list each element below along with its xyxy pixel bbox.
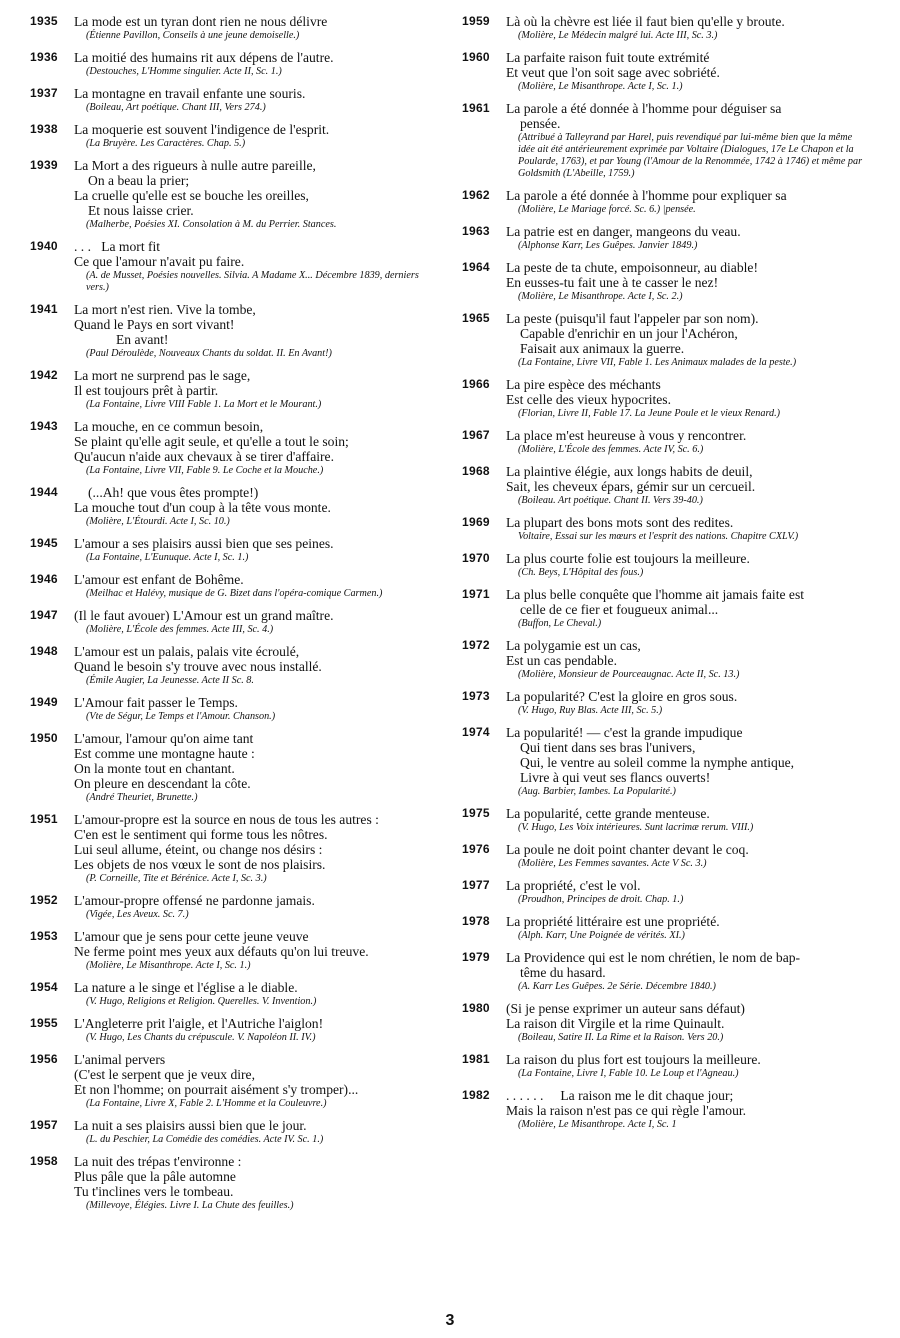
quote-source: (Boileau, Art poétique. Chant III, Vers 274.) [86, 102, 266, 113]
quote-number: 1940 [30, 239, 58, 253]
quote-entry [30, 812, 440, 885]
quote-number: 1955 [30, 1016, 58, 1030]
quote-number: 1947 [30, 608, 58, 622]
quote-entry [30, 608, 440, 636]
quote-line: L'amour a ses plaisirs aussi bien que ses peines. [74, 536, 334, 551]
quote-entry [462, 50, 870, 93]
quote-entry [462, 1001, 870, 1044]
quote-line: La parole a été donnée à l'homme pour déguiser sa [506, 101, 782, 116]
quote-line: L'amour-propre est la source en nous de tous les autres : [74, 812, 379, 827]
quote-text [506, 806, 870, 821]
quote-source: (Malherbe, Poésies XI. Consolation à M. du Perrier. Stances. [86, 219, 337, 230]
quote-source: (Vte de Ségur, Le Temps et l'Amour. Chanson.) [86, 711, 276, 722]
quote-entry [30, 485, 440, 528]
quote-number: 1938 [30, 122, 58, 136]
quote-text [506, 689, 870, 704]
quote-entry [462, 464, 870, 507]
quote-line: Les objets de nos vœux le sont de nos plaisirs. [74, 857, 326, 872]
quote-line: pensée. [520, 116, 561, 131]
quote-entry [462, 377, 870, 420]
quote-number: 1941 [30, 302, 58, 316]
quote-source: (Boileau. Art poétique. Chant II. Vers 39-40.) [518, 495, 703, 506]
quote-number: 1965 [462, 311, 490, 325]
quote-text [74, 158, 440, 218]
quote-number: 1957 [30, 1118, 58, 1132]
quote-source: (André Theuriet, Brunette.) [86, 792, 198, 803]
quote-text [74, 485, 440, 515]
quote-text [506, 551, 870, 566]
quote-line: Capable d'enrichir en un jour l'Achéron, [520, 326, 738, 341]
quote-text [74, 14, 440, 29]
quote-source: (Aug. Barbier, Iambes. La Popularité.) [518, 786, 676, 797]
quote-line: L'amour que je sens pour cette jeune veuve [74, 929, 309, 944]
quote-entry [30, 731, 440, 804]
quote-source: (Millevoye, Élégies. Livre I. La Chute des feuilles.) [86, 1200, 294, 1211]
quote-entry [30, 14, 440, 42]
quote-line: Qui tient dans ses bras l'univers, [520, 740, 696, 755]
quote-number: 1980 [462, 1001, 490, 1015]
quote-source: (Étienne Pavillon, Conseils à une jeune demoiselle.) [86, 30, 300, 41]
quote-source: (La Fontaine, L'Eunuque. Acte I, Sc. 1.) [86, 552, 249, 563]
quote-line: L'animal pervers [74, 1052, 166, 1067]
quote-line: L'Angleterre prit l'aigle, et l'Autriche l'aiglon! [74, 1016, 324, 1031]
quote-line: Sait, les cheveux épars, gémir sur un cercueil. [506, 479, 756, 494]
quote-entry [462, 224, 870, 252]
quote-text [506, 50, 870, 80]
quote-line: Est celle des vieux hypocrites. [506, 392, 671, 407]
quote-entry [30, 1016, 440, 1044]
quote-number: 1971 [462, 587, 490, 601]
quote-line: La place m'est heureuse à vous y rencontrer. [506, 428, 747, 443]
quote-line: Faisait aux animaux la guerre. [520, 341, 685, 356]
quote-line: La plaintive élégie, aux longs habits de deuil, [506, 464, 753, 479]
quote-text [74, 1052, 440, 1097]
quote-source: (Paul Déroulède, Nouveaux Chants du soldat. II. En Avant!) [86, 348, 332, 359]
quote-line: Ce que l'amour n'avait pu faire. [74, 254, 245, 269]
quote-text [74, 980, 440, 995]
quote-entry [462, 260, 870, 303]
quote-line: La nuit a ses plaisirs aussi bien que le jour. [74, 1118, 307, 1133]
quote-text [506, 428, 870, 443]
quote-line: L'amour est un palais, palais vite écroulé, [74, 644, 300, 659]
quote-source: (V. Hugo, Ruy Blas. Acte III, Sc. 5.) [518, 705, 663, 716]
quote-number: 1939 [30, 158, 58, 172]
quote-line: La popularité, cette grande menteuse. [506, 806, 710, 821]
quote-line: tême du hasard. [520, 965, 606, 980]
quote-number: 1973 [462, 689, 490, 703]
quote-entry [30, 419, 440, 477]
quote-line: On la monte tout en chantant. [74, 761, 235, 776]
quote-text [74, 1016, 440, 1031]
quote-line: La mouche, en ce commun besoin, [74, 419, 264, 434]
quote-entry [462, 311, 870, 369]
quote-line: La plupart des bons mots sont des redites. [506, 515, 734, 530]
quote-entry [30, 695, 440, 723]
quote-line: Et nous laisse crier. [88, 203, 194, 218]
quote-line: La peste (puisqu'il faut l'appeler par son nom). [506, 311, 759, 326]
quote-number: 1954 [30, 980, 58, 994]
quote-text [506, 587, 870, 617]
quote-source: (Molière, L'Étourdi. Acte I, Sc. 10.) [86, 516, 230, 527]
quote-source: (Florian, Livre II, Fable 17. La Jeune Poule et le vieux Renard.) [518, 408, 781, 419]
quote-line: La raison du plus fort est toujours la meilleure. [506, 1052, 761, 1067]
quote-number: 1956 [30, 1052, 58, 1066]
quote-text [74, 893, 440, 908]
quote-text [506, 878, 870, 893]
quote-source: (A. Karr Les Guêpes. 2e Série. Décembre 1840.) [518, 981, 716, 992]
quote-text [506, 14, 870, 29]
quote-number: 1967 [462, 428, 490, 442]
quote-source: (V. Hugo, Les Chants du crépuscule. V. Napoléon II. IV.) [86, 1032, 316, 1043]
quote-line: La patrie est en danger, mangeons du veau. [506, 224, 741, 239]
quote-text [506, 224, 870, 239]
quote-source: (Émile Augier, La Jeunesse. Acte II Sc. 8. [86, 675, 254, 686]
quote-number: 1977 [462, 878, 490, 892]
quote-line: En avant! [116, 332, 169, 347]
quote-number: 1949 [30, 695, 58, 709]
quote-text [506, 1052, 870, 1067]
quote-line: (...Ah! que vous êtes prompte!) [88, 485, 259, 500]
quote-line: Et non l'homme; on pourrait aisément s'y tromper)... [74, 1082, 359, 1097]
quote-number: 1936 [30, 50, 58, 64]
quote-line: La nature a le singe et l'église a le diable. [74, 980, 298, 995]
quote-entry [30, 572, 440, 600]
quote-text [74, 644, 440, 674]
quote-line: La popularité! — c'est la grande impudique [506, 725, 743, 740]
quote-number: 1944 [30, 485, 58, 499]
quote-source: (La Bruyère. Les Caractères. Chap. 5.) [86, 138, 246, 149]
quote-number: 1970 [462, 551, 490, 565]
quote-line: La nuit des trépas t'environne : [74, 1154, 242, 1169]
quote-text [506, 638, 870, 668]
quote-line: La peste de ta chute, empoisonneur, au diable! [506, 260, 758, 275]
quote-text [74, 368, 440, 398]
quote-source: (Molière, Les Femmes savantes. Acte V Sc. 3.) [518, 858, 707, 869]
quote-number: 1960 [462, 50, 490, 64]
quote-entry [462, 806, 870, 834]
quote-text [74, 122, 440, 137]
quote-number: 1952 [30, 893, 58, 907]
quote-number: 1979 [462, 950, 490, 964]
quote-text [506, 377, 870, 407]
quote-line: La cruelle qu'elle est se bouche les oreilles, [74, 188, 309, 203]
quote-source: (Meilhac et Halévy, musique de G. Bizet dans l'opéra-comique Carmen.) [86, 588, 383, 599]
quote-text [74, 419, 440, 464]
quote-line: La mort n'est rien. Vive la tombe, [74, 302, 256, 317]
quote-entry [462, 878, 870, 906]
quote-number: 1961 [462, 101, 490, 115]
quote-source: (Molière, Le Mariage forcé. Sc. 6.) |pensée. [518, 204, 696, 215]
quote-text [506, 1088, 870, 1118]
quote-source: (Alphonse Karr, Les Guêpes. Janvier 1849.) [518, 240, 698, 251]
quote-line: Quand le Pays en sort vivant! [74, 317, 235, 332]
quote-number: 1959 [462, 14, 490, 28]
quote-entry [462, 14, 870, 42]
quote-source: (Destouches, L'Homme singulier. Acte II, Sc. 1.) [86, 66, 282, 77]
quote-entry [30, 1154, 440, 1212]
quote-source: (Alph. Karr, Une Poignée de vérités. XI.) [518, 930, 685, 941]
quote-line: La pire espèce des méchants [506, 377, 661, 392]
quote-line: (Si je pense exprimer un auteur sans défaut) [506, 1001, 745, 1016]
quote-source: (Molière, Le Misanthrope. Acte I, Sc. 1 [518, 1119, 677, 1130]
quote-number: 1981 [462, 1052, 490, 1066]
quote-line: La propriété, c'est le vol. [506, 878, 641, 893]
quote-line: La montagne en travail enfante une souris. [74, 86, 306, 101]
quote-line: Est comme une montagne haute : [74, 746, 255, 761]
quote-source: Voltaire, Essai sur les mœurs et l'esprit des nations. Chapitre CXLV.) [518, 531, 799, 542]
quote-text [74, 536, 440, 551]
quote-line: L'amour-propre offensé ne pardonne jamais. [74, 893, 315, 908]
quote-line: La mouche tout d'un coup à la tête vous monte. [74, 500, 331, 515]
quote-number: 1935 [30, 14, 58, 28]
quote-line: (C'est le serpent que je veux dire, [74, 1067, 255, 1082]
quote-line: La parole a été donnée à l'homme pour expliquer sa [506, 188, 787, 203]
quote-number: 1968 [462, 464, 490, 478]
quote-source: (La Fontaine, Livre I, Fable 10. Le Loup et l'Agneau.) [518, 1068, 739, 1079]
quote-source: (Vigée, Les Aveux. Sc. 7.) [86, 909, 189, 920]
quote-line: La moitié des humains rit aux dépens de l'autre. [74, 50, 334, 65]
quote-text [74, 86, 440, 101]
quote-source: (P. Corneille, Tite et Bérénice. Acte I, Sc. 3.) [86, 873, 267, 884]
quote-number: 1975 [462, 806, 490, 820]
quote-line: celle de ce fier et fougueux animal... [520, 602, 719, 617]
quote-line: Qu'aucun n'aide aux chevaux à se tirer d'affaire. [74, 449, 334, 464]
quote-entry [462, 587, 870, 630]
quote-line: La poule ne doit point chanter devant le coq. [506, 842, 749, 857]
quote-entry [30, 50, 440, 78]
quote-text [74, 608, 440, 623]
quote-number: 1951 [30, 812, 58, 826]
quote-entry [30, 86, 440, 114]
quote-line: Mais la raison n'est pas ce qui règle l'amour. [506, 1103, 747, 1118]
quote-entry [462, 188, 870, 216]
quote-line: La mort ne surprend pas le sage, [74, 368, 251, 383]
quote-number: 1962 [462, 188, 490, 202]
quote-entry [462, 914, 870, 942]
quote-number: 1966 [462, 377, 490, 391]
quote-source: (Molière, Le Misanthrope. Acte I, Sc. 1.) [86, 960, 251, 971]
quote-line: Livre à qui veut ses flancs ouverts! [520, 770, 711, 785]
quote-line: La parfaite raison fuit toute extrémité [506, 50, 710, 65]
quote-number: 1976 [462, 842, 490, 856]
quote-line: La plus courte folie est toujours la meilleure. [506, 551, 750, 566]
quote-number: 1982 [462, 1088, 490, 1102]
quote-number: 1948 [30, 644, 58, 658]
quote-entry [30, 158, 440, 231]
quote-entry [462, 515, 870, 543]
quote-text [74, 929, 440, 959]
quote-number: 1969 [462, 515, 490, 529]
quote-entry [462, 1088, 870, 1131]
quote-text [506, 842, 870, 857]
quote-number: 1950 [30, 731, 58, 745]
quote-source: (Buffon, Le Cheval.) [518, 618, 602, 629]
quote-line: Qui, le ventre au soleil comme la nymphe antique, [520, 755, 795, 770]
quote-line: Lui seul allume, éteint, ou change nos désirs : [74, 842, 323, 857]
quote-text [506, 914, 870, 929]
quote-entry [30, 929, 440, 972]
quote-entry [462, 1052, 870, 1080]
quote-source: (La Fontaine, Livre X, Fable 2. L'Homme et la Couleuvre.) [86, 1098, 327, 1109]
quote-number: 1978 [462, 914, 490, 928]
quote-text [74, 50, 440, 65]
quote-entry [462, 638, 870, 681]
quote-entry [462, 101, 870, 180]
quote-line: La propriété littéraire est une propriété. [506, 914, 720, 929]
quote-source: (La Fontaine, Livre VII, Fable 9. Le Coche et la Mouche.) [86, 465, 324, 476]
quote-line: C'en est le sentiment qui forme tous les nôtres. [74, 827, 328, 842]
quote-number: 1972 [462, 638, 490, 652]
quote-text [506, 188, 870, 203]
quote-text [74, 1118, 440, 1133]
quote-source: (Molière, L'École des femmes. Acte IV, Sc. 6.) [518, 444, 704, 455]
quote-entry [30, 302, 440, 360]
quote-line: On pleure en descendant la côte. [74, 776, 251, 791]
quote-entry [30, 368, 440, 411]
quote-source: (A. de Musset, Poésies nouvelles. Silvia. A Madame X... Décembre 1839, derniers vers.) [86, 270, 419, 293]
quote-line: La popularité? C'est la gloire en gros sous. [506, 689, 738, 704]
quote-line: Est un cas pendable. [506, 653, 617, 668]
quote-line: On a beau la prier; [88, 173, 190, 188]
quote-line: Quand le besoin s'y trouve avec nous installé. [74, 659, 322, 674]
quote-entry [462, 689, 870, 717]
quote-text [74, 1154, 440, 1199]
quote-text [506, 725, 870, 785]
quote-line: Ne ferme point mes yeux aux défauts qu'on lui treuve. [74, 944, 369, 959]
quote-text [506, 950, 870, 980]
quote-line: Plus pâle que la pâle automne [74, 1169, 236, 1184]
quote-line: Tu t'inclines vers le tombeau. [74, 1184, 234, 1199]
quote-source: (Ch. Beys, L'Hôpital des fous.) [518, 567, 644, 578]
quote-text [74, 695, 440, 710]
quote-number: 1974 [462, 725, 490, 739]
quote-source: (Molière, Le Médecin malgré lui. Acte III, Sc. 3.) [518, 30, 718, 41]
quote-source: (Molière, Le Misanthrope. Acte I, Sc. 1.) [518, 81, 683, 92]
quote-line: Il est toujours prêt à partir. [74, 383, 219, 398]
quote-source: (Attribué à Talleyrand par Harel, puis revendiqué par lui-même bien que la même idée ait été antérieurement exprimée par Voltaire (Dialogues, 17e Le Chapon et la Poularde, 1763), et par Young (l'Amour de la Renommée, 1742 à 1746) et même par Goldsmith (L'Abeille, 1759.) [518, 132, 863, 179]
quote-line: La plus belle conquête que l'homme ait jamais faite est [506, 587, 805, 602]
quote-source: (Molière, Le Misanthrope. Acte I, Sc. 2.) [518, 291, 683, 302]
quote-text [506, 101, 870, 131]
quote-source: (Boileau, Satire II. La Rime et la Raison. Vers 20.) [518, 1032, 724, 1043]
quote-entry [462, 551, 870, 579]
left-column [30, 14, 440, 1220]
quote-text [506, 260, 870, 290]
quote-text [74, 302, 440, 347]
quote-number: 1945 [30, 536, 58, 550]
quote-number: 1943 [30, 419, 58, 433]
quote-source: (Proudhon, Principes de droit. Chap. 1.) [518, 894, 684, 905]
quote-entry [462, 428, 870, 456]
quote-source: (La Fontaine, Livre VIII Fable 1. La Mort et le Mourant.) [86, 399, 322, 410]
quote-entry [30, 1052, 440, 1110]
quote-source: (V. Hugo, Religions et Religion. Querelles. V. Invention.) [86, 996, 317, 1007]
quote-entry [30, 980, 440, 1008]
quote-line: Se plaint qu'elle agit seule, et qu'elle a tout le soin; [74, 434, 349, 449]
quote-number: 1953 [30, 929, 58, 943]
quote-line: Là où la chèvre est liée il faut bien qu'elle y broute. [506, 14, 785, 29]
quote-line: (Il le faut avouer) L'Amour est un grand maître. [74, 608, 334, 623]
quote-entry [462, 950, 870, 993]
quote-line: La Mort a des rigueurs à nulle autre pareille, [74, 158, 316, 173]
quote-number: 1963 [462, 224, 490, 238]
quote-entry [462, 842, 870, 870]
quote-entry [462, 725, 870, 798]
quote-text [74, 731, 440, 791]
quote-entry [30, 1118, 440, 1146]
quote-text [74, 812, 440, 872]
quote-text [506, 311, 870, 356]
quote-number: 1964 [462, 260, 490, 274]
quote-line: La polygamie est un cas, [506, 638, 641, 653]
quote-line: . . . . . . La raison me le dit chaque jour; [506, 1088, 734, 1103]
quote-text [74, 239, 440, 269]
page-number: 3 [445, 1312, 455, 1329]
quote-entry [30, 893, 440, 921]
quote-entry [30, 536, 440, 564]
quote-line: . . . La mort fit [74, 239, 161, 254]
quote-line: La Providence qui est le nom chrétien, le nom de bap- [506, 950, 801, 965]
quote-line: Et veut que l'on soit sage avec sobriété. [506, 65, 720, 80]
quote-entry [30, 644, 440, 687]
quote-line: L'Amour fait passer le Temps. [74, 695, 238, 710]
quote-line: L'amour est enfant de Bohême. [74, 572, 244, 587]
quote-line: La moquerie est souvent l'indigence de l'esprit. [74, 122, 330, 137]
quote-number: 1942 [30, 368, 58, 382]
quote-number: 1937 [30, 86, 58, 100]
quote-source: (Molière, Monsieur de Pourceaugnac. Acte II, Sc. 13.) [518, 669, 740, 680]
quote-entry [30, 122, 440, 150]
quote-text [74, 572, 440, 587]
quote-text [506, 1001, 870, 1031]
quote-line: En eusses-tu fait une à te casser le nez! [506, 275, 719, 290]
quote-number: 1958 [30, 1154, 58, 1168]
quote-entry [30, 239, 440, 294]
quote-source: (L. du Peschier, La Comédie des comédies. Acte IV. Sc. 1.) [86, 1134, 324, 1145]
quote-number: 1946 [30, 572, 58, 586]
quote-line: La raison dit Virgile et la rime Quinault. [506, 1016, 725, 1031]
quote-line: L'amour, l'amour qu'on aime tant [74, 731, 254, 746]
right-column [462, 14, 870, 1139]
quote-source: (Molière, L'École des femmes. Acte III, Sc. 4.) [86, 624, 274, 635]
quote-source: (V. Hugo, Les Voix intérieures. Sunt lacrimæ rerum. VIII.) [518, 822, 754, 833]
quote-text [506, 515, 870, 530]
quote-source: (La Fontaine, Livre VII, Fable 1. Les Animaux malades de la peste.) [518, 357, 797, 368]
quote-line: La mode est un tyran dont rien ne nous délivre [74, 14, 328, 29]
quote-text [506, 464, 870, 494]
